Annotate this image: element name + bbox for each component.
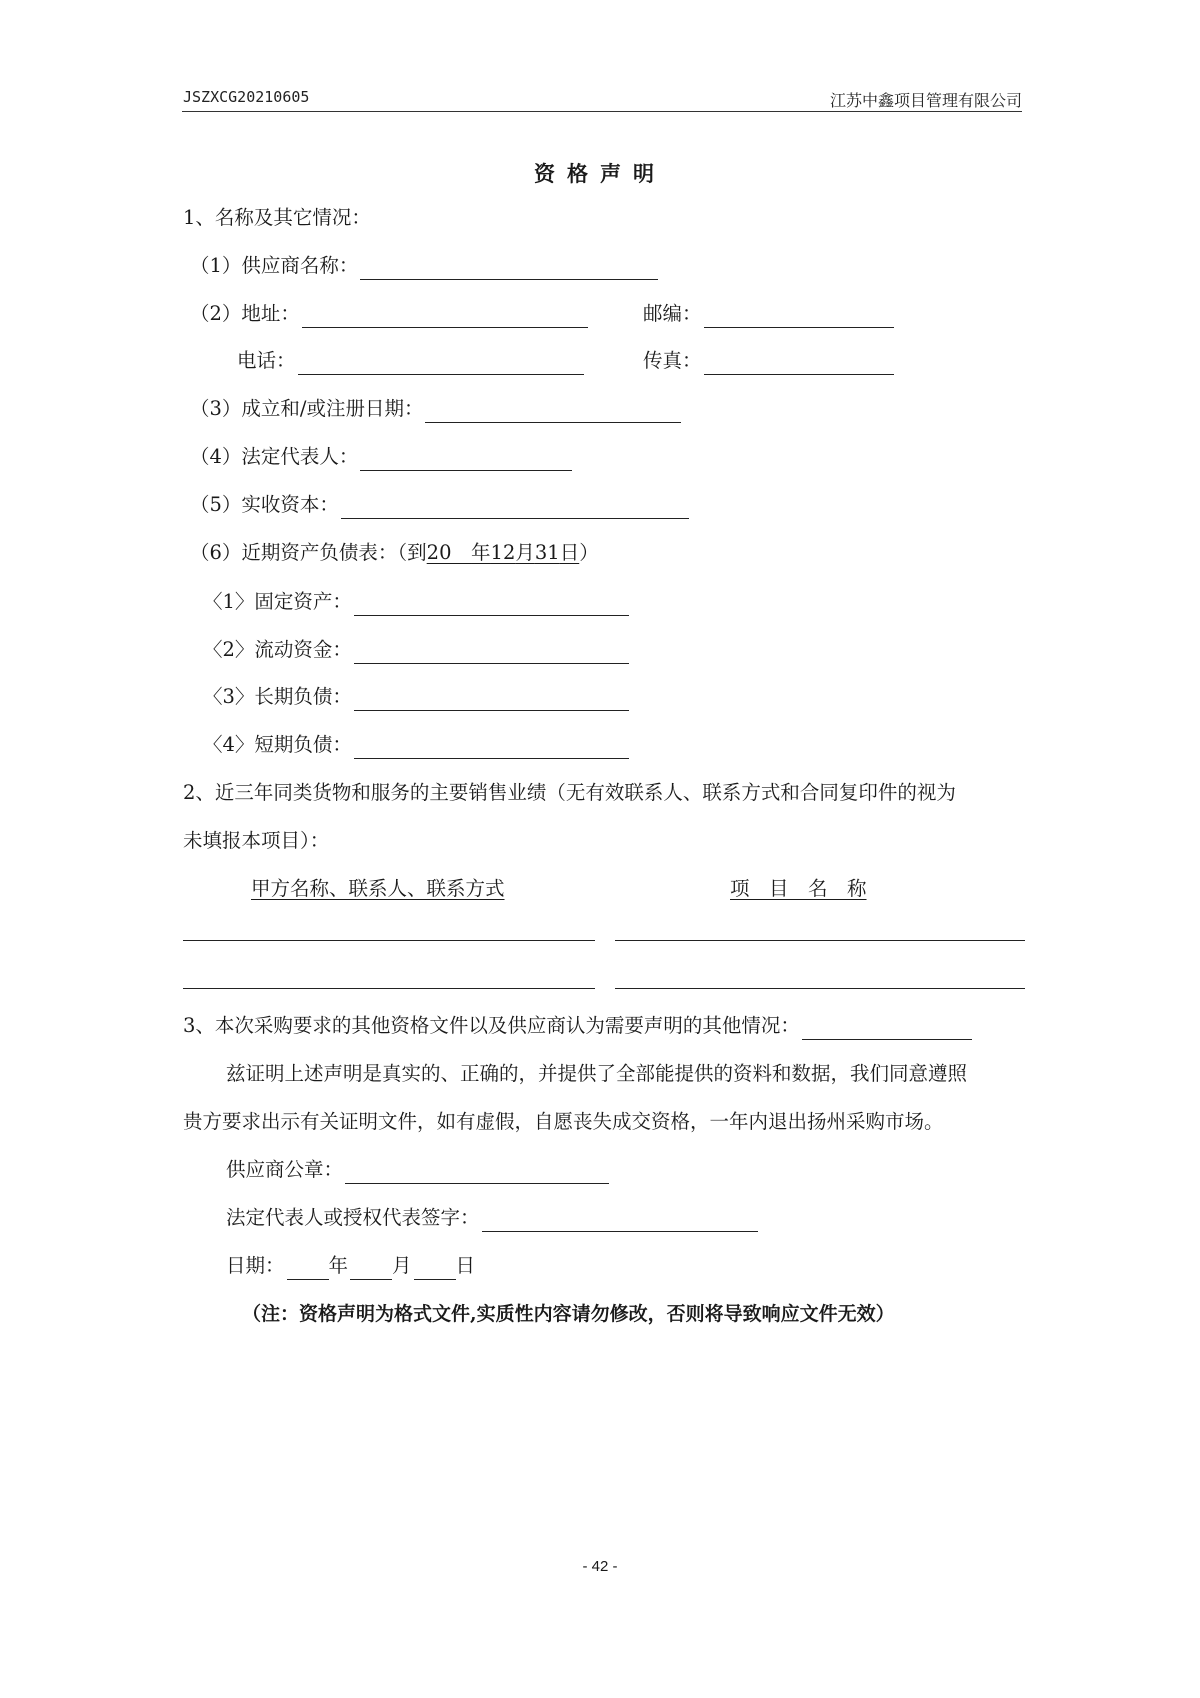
balance-day-suffix: 日 (559, 541, 580, 564)
seal-label: 供应商公章： (226, 1158, 344, 1181)
page-number: - 42 - (582, 1558, 618, 1575)
other-info-blank[interactable] (802, 1017, 972, 1040)
statement-line2: 贵方要求出示有关证明文件，如有虚假，自愿丧失成交资格，一年内退出扬州采购市场。 (183, 1110, 944, 1133)
founded-label: （3）成立和/或注册日期： (190, 397, 424, 420)
section2-heading-line1: 2、近三年同类货物和服务的主要销售业绩（无有效联系人、联系方式和合同复印件的视为 (183, 781, 956, 804)
date-label: 日期： (226, 1254, 285, 1277)
long-debt-row (203, 683, 629, 711)
format-note: （注：资格声明为格式文件,实质性内容请勿修改，否则将导致响应文件无效） (242, 1303, 895, 1325)
supplier-name-row (190, 252, 658, 280)
date-day-blank[interactable] (414, 1257, 456, 1280)
supplier-name-blank[interactable] (360, 257, 658, 280)
balance-date[interactable] (427, 541, 580, 564)
address-row (190, 300, 588, 328)
section1-heading: 1、名称及其它情况： (183, 206, 371, 229)
seal-row (226, 1156, 609, 1184)
section3-row (183, 1012, 972, 1040)
balance-year-suffix: 年 (471, 541, 491, 564)
company-name: 江苏中鑫项目管理有限公司 (829, 91, 1022, 110)
balance-close: ） (579, 541, 599, 564)
balance-sheet-label: （6）近期资产负债表：（到 (190, 541, 427, 564)
header-rule (182, 111, 1022, 112)
postcode-blank[interactable] (704, 305, 894, 328)
date-year-suffix: 年 (328, 1254, 349, 1277)
page-title: 资格声明 (534, 161, 666, 186)
postcode-row (643, 300, 894, 328)
fax-label: 传真： (643, 349, 702, 372)
fax-blank[interactable] (704, 352, 894, 375)
balance-month-suffix: 月 (515, 541, 535, 564)
project-blank-2[interactable] (615, 988, 1025, 989)
fax-row (643, 347, 894, 375)
signature-row (226, 1204, 758, 1232)
capital-blank[interactable] (341, 496, 689, 519)
long-debt-label: 〈3〉长期负债： (203, 685, 352, 708)
date-month-blank[interactable] (350, 1257, 392, 1280)
legal-rep-row (190, 443, 572, 471)
client-blank-2[interactable] (183, 988, 595, 989)
current-funds-blank[interactable] (354, 641, 629, 664)
capital-label: （5）实收资本： (190, 493, 339, 516)
section3-heading: 3、本次采购要求的其他资格文件以及供应商认为需要声明的其他情况： (183, 1014, 800, 1037)
column-client-header: 甲方名称、联系人、联系方式 (251, 877, 505, 900)
legal-rep-label: （4）法定代表人： (190, 445, 359, 468)
capital-row (190, 491, 689, 519)
balance-sheet-row (190, 539, 599, 567)
legal-rep-blank[interactable] (360, 448, 572, 471)
date-row (226, 1252, 475, 1280)
column-project-header: 项 目 名 称 (730, 877, 867, 900)
short-debt-blank[interactable] (354, 736, 629, 759)
postcode-label: 邮编： (643, 302, 702, 325)
phone-blank[interactable] (298, 352, 584, 375)
fixed-assets-row (203, 588, 629, 616)
project-blank-1[interactable] (615, 940, 1025, 941)
long-debt-blank[interactable] (354, 688, 629, 711)
date-day-suffix: 日 (455, 1254, 476, 1277)
phone-label: 电话： (237, 349, 296, 372)
fixed-assets-blank[interactable] (354, 593, 629, 616)
founded-row (190, 395, 681, 423)
current-funds-row (203, 636, 629, 664)
date-year-blank[interactable] (287, 1257, 329, 1280)
supplier-name-label: （1）供应商名称： (190, 254, 359, 277)
current-funds-label: 〈2〉流动资金： (203, 638, 352, 661)
statement-line1: 兹证明上述声明是真实的、正确的，并提供了全部能提供的资料和数据，我们同意遵照 (226, 1062, 968, 1085)
address-label: （2）地址： (190, 302, 300, 325)
short-debt-row (203, 731, 629, 759)
balance-day: 31 (534, 541, 560, 564)
balance-year: 20 (426, 541, 452, 564)
phone-row (237, 347, 584, 375)
document-code: JSZXCG20210605 (183, 88, 310, 106)
balance-month: 12 (490, 541, 516, 564)
address-blank[interactable] (302, 305, 588, 328)
fixed-assets-label: 〈1〉固定资产： (203, 590, 352, 613)
signature-blank[interactable] (482, 1209, 758, 1232)
signature-label: 法定代表人或授权代表签字： (226, 1206, 480, 1229)
seal-blank[interactable] (345, 1161, 609, 1184)
founded-blank[interactable] (425, 400, 681, 423)
client-blank-1[interactable] (183, 940, 595, 941)
section2-heading-line2: 未填报本项目）： (183, 829, 330, 852)
date-month-suffix: 月 (392, 1254, 412, 1277)
short-debt-label: 〈4〉短期负债： (203, 733, 352, 756)
